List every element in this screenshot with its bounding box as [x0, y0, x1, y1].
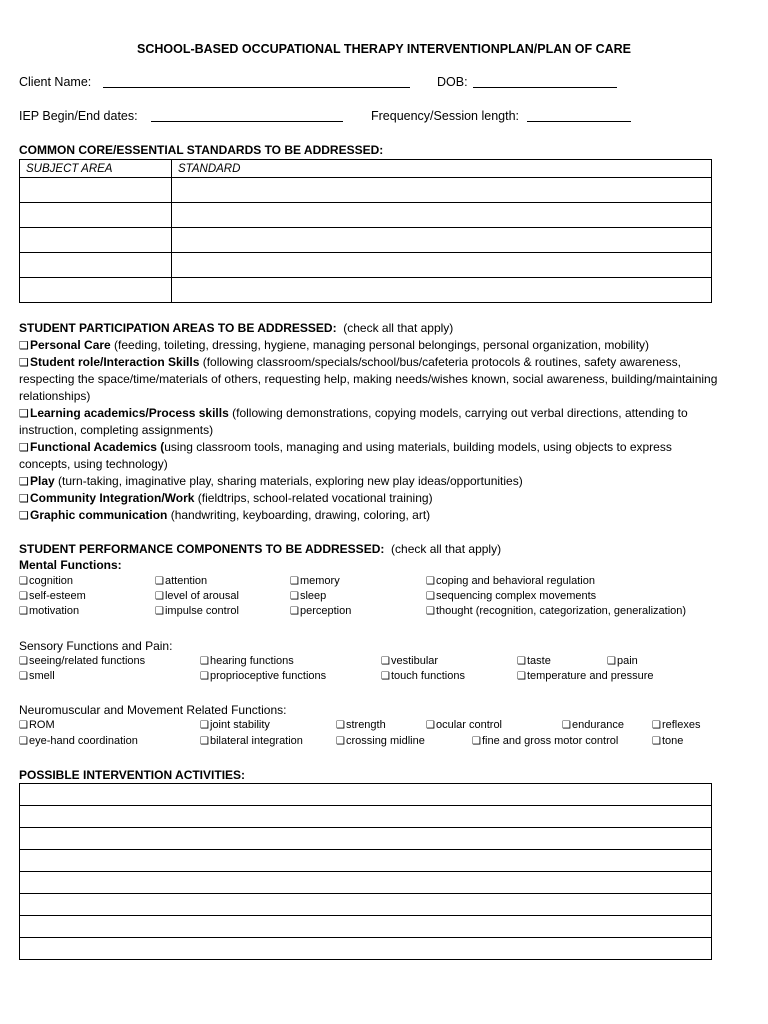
option-rom[interactable]: ❑ROM [19, 719, 55, 731]
participation-item: ❑Student role/Interaction Skills (following classroom/specials/school/bus/cafeteria protocols & routines, safety awareness, respecting the space/time/materials of others, requesting help, making needs/wishes known, social awareness, building/maintaining relationships) [19, 355, 718, 403]
participation-item: ❑Personal Care (feeding, toileting, dressing, hygiene, managing personal belongings, personal organization, mobility) [19, 338, 650, 352]
option-thought[interactable]: ❑thought (recognition, categorization, generalization) [426, 605, 687, 617]
option-temperature[interactable]: ❑temperature and pressure [517, 670, 654, 682]
activities-table [19, 783, 712, 960]
sensory-functions-heading: Sensory Functions and Pain: [19, 639, 173, 653]
option-smell[interactable]: ❑smell [19, 670, 55, 682]
option-cognition[interactable]: ❑cognition [19, 575, 74, 587]
mental-functions-heading: Mental Functions: [19, 558, 122, 572]
subject-cell[interactable] [20, 253, 172, 278]
standards-table [19, 159, 712, 303]
standard-cell[interactable] [172, 228, 712, 253]
option-level-of-arousal[interactable]: ❑level of arousal [155, 590, 239, 602]
option-attention[interactable]: ❑attention [155, 575, 208, 587]
option-self-esteem[interactable]: ❑self-esteem [19, 590, 86, 602]
option-proprioceptive[interactable]: ❑proprioceptive functions [200, 670, 327, 682]
standard-header: STANDARD [172, 160, 712, 178]
option-strength[interactable]: ❑strength [336, 719, 386, 731]
option-pain[interactable]: ❑pain [607, 655, 638, 667]
activity-row[interactable] [20, 938, 712, 960]
activities-heading: POSSIBLE INTERVENTION ACTIVITIES: [19, 768, 246, 782]
option-crossing-midline[interactable]: ❑crossing midline [336, 735, 425, 747]
option-endurance[interactable]: ❑endurance [562, 719, 624, 731]
standard-cell[interactable] [172, 278, 712, 303]
client-name-label: Client Name: [19, 75, 92, 89]
participation-item: ❑Functional Academics (using classroom tools, managing and using materials, building models, using objects to express concepts, using technology) [19, 440, 672, 471]
activity-row[interactable] [20, 784, 712, 806]
option-motivation[interactable]: ❑motivation [19, 605, 80, 617]
client-name-field[interactable] [103, 77, 410, 88]
participation-item: ❑Play (turn-taking, imaginative play, sharing materials, exploring new play ideas/opportunities) [19, 474, 523, 488]
activity-row[interactable] [20, 894, 712, 916]
option-fine-gross-motor[interactable]: ❑fine and gross motor control [472, 735, 619, 747]
activity-row[interactable] [20, 850, 712, 872]
option-taste[interactable]: ❑taste [517, 655, 551, 667]
option-coping[interactable]: ❑coping and behavioral regulation [426, 575, 595, 587]
frequency-field[interactable] [527, 111, 631, 122]
option-bilateral[interactable]: ❑bilateral integration [200, 735, 303, 747]
checkbox[interactable]: ❑ [19, 339, 29, 352]
option-perception[interactable]: ❑perception [290, 605, 352, 617]
activity-row[interactable] [20, 916, 712, 938]
dob-label: DOB: [437, 75, 468, 89]
option-tone[interactable]: ❑tone [652, 735, 684, 747]
checkbox[interactable]: ❑ [19, 492, 29, 505]
standard-cell[interactable] [172, 253, 712, 278]
option-joint-stability[interactable]: ❑joint stability [200, 719, 270, 731]
frequency-label: Frequency/Session length: [371, 109, 520, 123]
iep-dates-label: IEP Begin/End dates: [19, 109, 138, 123]
option-sequencing[interactable]: ❑sequencing complex movements [426, 590, 597, 602]
standards-heading: COMMON CORE/ESSENTIAL STANDARDS TO BE ADDRESSED: [19, 143, 384, 157]
option-memory[interactable]: ❑memory [290, 575, 340, 587]
participation-heading: STUDENT PARTICIPATION AREAS TO BE ADDRESSED: (check all that apply) [19, 321, 454, 335]
activity-row[interactable] [20, 872, 712, 894]
activity-row[interactable] [20, 806, 712, 828]
subject-cell[interactable] [20, 203, 172, 228]
option-impulse-control[interactable]: ❑impulse control [155, 605, 239, 617]
checkbox[interactable]: ❑ [19, 509, 29, 522]
neuromuscular-heading: Neuromuscular and Movement Related Functions: [19, 703, 287, 717]
checkbox[interactable]: ❑ [19, 407, 29, 420]
standard-cell[interactable] [172, 203, 712, 228]
option-touch[interactable]: ❑touch functions [381, 670, 465, 682]
participation-item: ❑Graphic communication (handwriting, keyboarding, drawing, coloring, art) [19, 508, 431, 522]
standard-cell[interactable] [172, 178, 712, 203]
option-seeing[interactable]: ❑seeing/related functions [19, 655, 146, 667]
option-hearing[interactable]: ❑hearing functions [200, 655, 294, 667]
performance-heading: STUDENT PERFORMANCE COMPONENTS TO BE ADDRESSED: (check all that apply) [19, 542, 502, 556]
option-vestibular[interactable]: ❑vestibular [381, 655, 439, 667]
checkbox[interactable]: ❑ [19, 356, 29, 369]
option-sleep[interactable]: ❑sleep [290, 590, 327, 602]
option-eye-hand[interactable]: ❑eye-hand coordination [19, 735, 138, 747]
subject-cell[interactable] [20, 278, 172, 303]
participation-item: ❑Learning academics/Process skills (following demonstrations, copying models, carrying out verbal directions, attending to instruction, completing assignments) [19, 406, 688, 437]
subject-area-header: SUBJECT AREA [20, 160, 172, 178]
option-ocular-control[interactable]: ❑ocular control [426, 719, 503, 731]
subject-cell[interactable] [20, 178, 172, 203]
iep-dates-field[interactable] [151, 111, 343, 122]
subject-cell[interactable] [20, 228, 172, 253]
checkbox[interactable]: ❑ [19, 475, 29, 488]
form-title: SCHOOL-BASED OCCUPATIONAL THERAPY INTERVENTIONPLAN/PLAN OF CARE [136, 42, 631, 56]
checkbox[interactable]: ❑ [19, 441, 29, 454]
dob-field[interactable] [473, 77, 617, 88]
activity-row[interactable] [20, 828, 712, 850]
option-reflexes[interactable]: ❑reflexes [652, 719, 701, 731]
participation-list [19, 337, 719, 524]
participation-item: ❑Community Integration/Work (fieldtrips, school-related vocational training) [19, 491, 433, 505]
